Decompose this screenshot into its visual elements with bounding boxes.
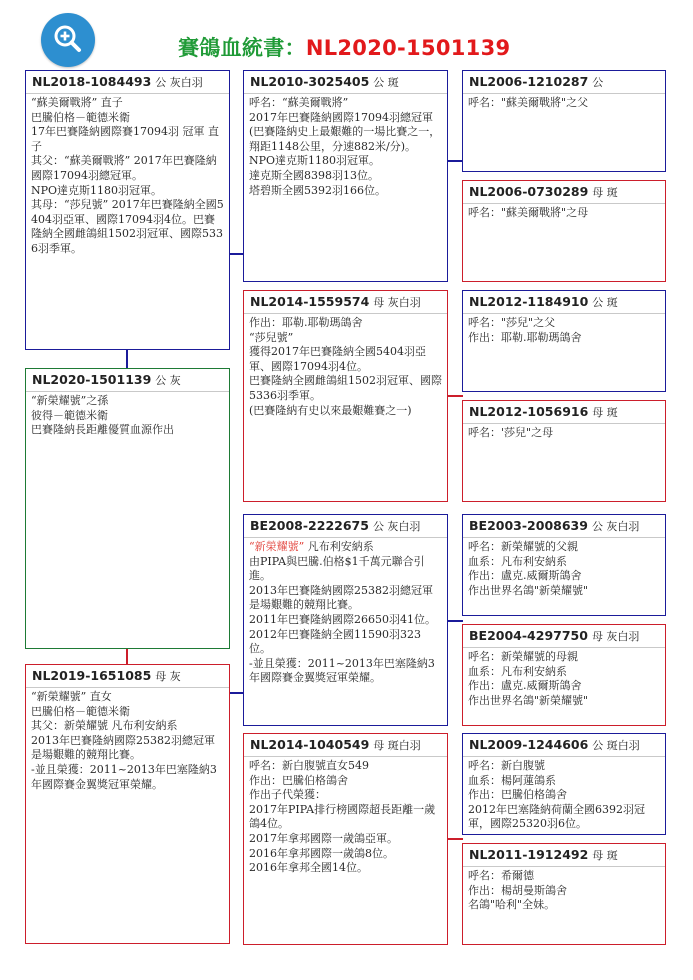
sire-sire-header bbox=[244, 71, 447, 94]
detail-line: 呼名：'莎兒"之母 bbox=[468, 426, 554, 439]
ring-number: NL2010-3025405 bbox=[250, 74, 370, 89]
detail-line: 呼名："蘇美爾戰將"之父 bbox=[468, 96, 589, 109]
ddd-header bbox=[463, 844, 665, 867]
detail-line: “莎兒號” bbox=[249, 330, 294, 344]
ring-number: NL2018-1084493 bbox=[32, 74, 152, 89]
detail-line: 名鴿"哈利"全妹。 bbox=[468, 898, 556, 912]
ring-number: NL2014-1040549 bbox=[250, 737, 370, 752]
ring-number: NL2012-1056916 bbox=[469, 404, 589, 419]
detail-line: 呼名：新白腹號 bbox=[468, 759, 545, 772]
sex-color: 公 灰白羽 bbox=[591, 520, 640, 533]
detail-line: 2017年PIPA排行榜國際超長距離一歲鴿4位。 bbox=[249, 802, 436, 831]
connector-dam-ds bbox=[229, 692, 244, 694]
detail-line: 呼名："蘇美爾戰將"之母 bbox=[468, 206, 589, 219]
ring-number: NL2020-1501139 bbox=[32, 372, 152, 387]
sss-details bbox=[463, 94, 665, 111]
sire-details bbox=[26, 94, 229, 257]
bloodline: 凡布利安納系 bbox=[304, 540, 374, 553]
detail-line: 2013年巴賽隆納國際25382羽總冠軍是場艱難的競翔比賽。 bbox=[249, 583, 433, 612]
sss-header bbox=[463, 71, 665, 94]
sire-dam-card bbox=[243, 290, 448, 502]
ring-number: NL2006-1210287 bbox=[469, 74, 589, 89]
ssd-card bbox=[462, 180, 666, 282]
sex-color: 公 斑 bbox=[592, 296, 618, 309]
detail-line: 血系：凡布利安納系 bbox=[468, 554, 567, 568]
ring-number: NL2019-1651085 bbox=[32, 668, 152, 683]
dsd-header bbox=[463, 625, 665, 648]
detail-line: 作出：盧克.威爾斯鴿舍 bbox=[468, 569, 582, 583]
dss-details bbox=[463, 538, 665, 598]
detail-line: 巴騰伯格－範德米衛 bbox=[31, 704, 130, 718]
sire-sire-details bbox=[244, 94, 447, 198]
dam-sire-details bbox=[244, 538, 447, 686]
detail-line: 2017年巴賽隆納國際17094羽總冠軍 bbox=[249, 110, 433, 124]
dds-card bbox=[462, 733, 666, 835]
sex-color: 母 灰白羽 bbox=[373, 296, 421, 309]
sds-card bbox=[462, 290, 666, 392]
ring-number: BE2003-2008639 bbox=[469, 518, 588, 533]
connector-sire-gen2 bbox=[229, 253, 244, 255]
sex-color: 母 斑 bbox=[592, 849, 618, 862]
connector-dd-gen3 bbox=[447, 838, 463, 840]
subject-details bbox=[26, 392, 229, 438]
detail-line: 作出世界名鴿"新榮耀號" bbox=[468, 693, 589, 707]
detail-line: “新榮耀號” 直女 bbox=[31, 690, 112, 703]
sss-card bbox=[462, 70, 666, 172]
detail-line: 彼得－範德米衛 bbox=[31, 408, 108, 422]
zoom-in-icon bbox=[41, 13, 95, 67]
dss-card bbox=[462, 514, 666, 616]
ddd-card bbox=[462, 843, 666, 945]
sire-dam-header bbox=[244, 291, 447, 314]
sex-color: 公 灰 bbox=[155, 374, 181, 387]
ring-number: NL2014-1559574 bbox=[250, 294, 370, 309]
dam-dam-details bbox=[244, 757, 447, 876]
ring-number: BE2008-2222675 bbox=[250, 518, 369, 533]
sire-dam-details bbox=[244, 314, 447, 418]
detail-line: 巴騰伯格－範德米衛 bbox=[31, 110, 130, 124]
connector-ds-gen3 bbox=[447, 620, 463, 622]
sex-color: 母 灰 bbox=[155, 670, 181, 683]
ddd-details bbox=[463, 867, 665, 913]
detail-line: 2016年拿邦全國14位。 bbox=[249, 861, 368, 875]
dam-dam-card bbox=[243, 733, 448, 945]
ring-number: NL2012-1184910 bbox=[469, 294, 589, 309]
sex-color: 母 斑 bbox=[592, 186, 618, 199]
connector-sd-gen3 bbox=[447, 395, 463, 397]
sex-color: 公 灰白羽 bbox=[372, 520, 421, 533]
sex-color: 公 bbox=[592, 76, 604, 89]
detail-line: 2012年巴賽隆納全國11590羽323位。 bbox=[249, 627, 421, 656]
detail-line: 呼名："莎兒"之父 bbox=[468, 316, 556, 329]
title-ring-number: NL2020-1501139 bbox=[305, 36, 511, 60]
sdd-header bbox=[463, 401, 665, 424]
zoom-in-button[interactable] bbox=[41, 13, 95, 67]
sex-color: 母 斑 bbox=[592, 406, 618, 419]
connector-sire-subject bbox=[126, 349, 128, 369]
detail-line: 呼名：新榮耀號的父親 bbox=[468, 540, 578, 553]
sire-card bbox=[25, 70, 230, 350]
detail-line: 獲得2017年巴賽隆納全國5404羽亞軍、國際17094羽4位。 bbox=[249, 345, 426, 373]
sdd-card bbox=[462, 400, 666, 502]
detail-line: 作出子代榮獲： bbox=[249, 788, 326, 802]
page-title bbox=[178, 32, 510, 62]
detail-line: 塔碧斯全國5392羽166位。 bbox=[249, 183, 386, 197]
detail-line: 2017年拿邦國際一歲鴿亞軍。 bbox=[249, 831, 398, 845]
sex-color: 公 灰白羽 bbox=[155, 76, 203, 89]
detail-line: 作出：巴騰伯格鴿舍 bbox=[249, 773, 348, 787]
detail-line: NPO達克斯1180羽冠軍。 bbox=[31, 183, 163, 197]
ring-number: BE2004-4297750 bbox=[469, 628, 588, 643]
dam-header bbox=[26, 665, 229, 688]
detail-line: 17年巴賽隆納國際賽17094羽 冠軍 直子 bbox=[31, 125, 219, 153]
sex-color: 母 灰白羽 bbox=[591, 630, 640, 643]
ring-number: NL2009-1244606 bbox=[469, 737, 589, 752]
detail-line: (巴賽隆納史上最艱難的一場比賽之一，翔距1148公里，分速882米/分)。 bbox=[249, 125, 441, 153]
detail-line: (巴賽隆納有史以來最艱難賽之一) bbox=[249, 403, 412, 417]
detail-line: NPO達克斯1180羽冠軍。 bbox=[249, 154, 381, 168]
detail-line bbox=[249, 540, 442, 555]
dds-header bbox=[463, 734, 665, 757]
sex-color: 公 斑 bbox=[373, 76, 399, 89]
detail-line: 達克斯全國8398羽13位。 bbox=[249, 168, 379, 182]
sds-details bbox=[463, 314, 665, 345]
detail-line: 呼名：希爾德 bbox=[468, 869, 534, 882]
sire-header bbox=[26, 71, 229, 94]
detail-line: 2011年巴賽隆納國際26650羽41位。 bbox=[249, 612, 436, 626]
detail-line: 其父：新榮耀號 凡布利安納系 bbox=[31, 719, 178, 733]
detail-line: 血系：凡布利安納系 bbox=[468, 664, 567, 678]
sex-color: 母 斑白羽 bbox=[373, 739, 421, 752]
sds-header bbox=[463, 291, 665, 314]
title-prefix: 賽鴿血統書： bbox=[178, 36, 306, 60]
dam-card bbox=[25, 664, 230, 944]
ssd-details bbox=[463, 204, 665, 221]
dam-details bbox=[26, 688, 229, 792]
dam-dam-header bbox=[244, 734, 447, 757]
detail-line: 作出：巴騰伯格鴿舍 bbox=[468, 788, 567, 802]
ring-number: NL2011-1912492 bbox=[469, 847, 589, 862]
detail-line: 其父：“蘇美爾戰將” 2017年巴賽隆納國際17094羽總冠軍。 bbox=[31, 154, 217, 182]
sire-sire-card bbox=[243, 70, 448, 282]
detail-line: 作出：盧克.威爾斯鴿舍 bbox=[468, 679, 582, 693]
connector-ss-gen3 bbox=[447, 160, 463, 162]
subject-card bbox=[25, 368, 230, 649]
detail-line: 呼名：新榮耀號的母親 bbox=[468, 650, 578, 663]
detail-line: 呼名：“蘇美爾戰將” bbox=[249, 96, 349, 109]
detail-line: 巴賽隆納全國雌鴿組1502羽冠軍、國際5336羽季軍。 bbox=[249, 374, 442, 402]
detail-line: “新榮耀號”之孫 bbox=[31, 394, 109, 407]
detail-line: 呼名：新白腹號直女549 bbox=[249, 759, 369, 772]
dsd-details bbox=[463, 648, 665, 708]
detail-line: 血系：楊阿蓮鴿系 bbox=[468, 773, 556, 787]
detail-line: 由PIPA與巴騰.伯格$1千萬元聯合引進。 bbox=[249, 554, 425, 583]
subject-header bbox=[26, 369, 229, 392]
dds-details bbox=[463, 757, 665, 832]
dam-sire-header bbox=[244, 515, 447, 538]
detail-line: -並且榮獲：2011~2013年巴塞隆納3年國際賽金翼獎冠軍榮耀。 bbox=[249, 656, 435, 685]
detail-line: -並且榮獲：2011~2013年巴塞隆納3年國際賽金翼獎冠軍榮耀。 bbox=[31, 762, 217, 791]
detail-line: 作出：耶勒.耶勒瑪鴿舍 bbox=[468, 330, 582, 344]
detail-line: 巴賽隆納長距離優質血源作出 bbox=[31, 423, 174, 437]
detail-line: 其母：“莎兒號” 2017年巴賽隆納全國5404羽亞軍、國際17094羽4位。巴賽隆納全國雌鴿組1502羽冠軍、國際5336羽季軍。 bbox=[31, 198, 224, 255]
connector-subject-dam bbox=[126, 648, 128, 665]
sdd-details bbox=[463, 424, 665, 441]
ssd-header bbox=[463, 181, 665, 204]
ring-number: NL2006-0730289 bbox=[469, 184, 589, 199]
detail-line: 2016年拿邦國際一歲鴿8位。 bbox=[249, 846, 394, 860]
dsd-card bbox=[462, 624, 666, 726]
dss-header bbox=[463, 515, 665, 538]
detail-line: 作出世界名鴿"新榮耀號" bbox=[468, 583, 589, 597]
detail-line: 2012年巴塞隆納荷蘭全國6392羽冠軍，國際25320羽6位。 bbox=[468, 802, 645, 831]
detail-line: 2013年巴賽隆納國際25382羽總冠軍是場艱難的競翔比賽。 bbox=[31, 733, 215, 762]
sex-color: 公 斑白羽 bbox=[592, 739, 640, 752]
dam-sire-card bbox=[243, 514, 448, 726]
detail-line: 作出：耶勒.耶勒瑪鴿舍 bbox=[249, 316, 363, 329]
detail-line: “蘇美爾戰將” 直子 bbox=[31, 96, 123, 109]
pigeon-name: “新榮耀號” bbox=[249, 540, 305, 553]
detail-line: 作出：楊胡曼斯鴿舍 bbox=[468, 883, 567, 897]
